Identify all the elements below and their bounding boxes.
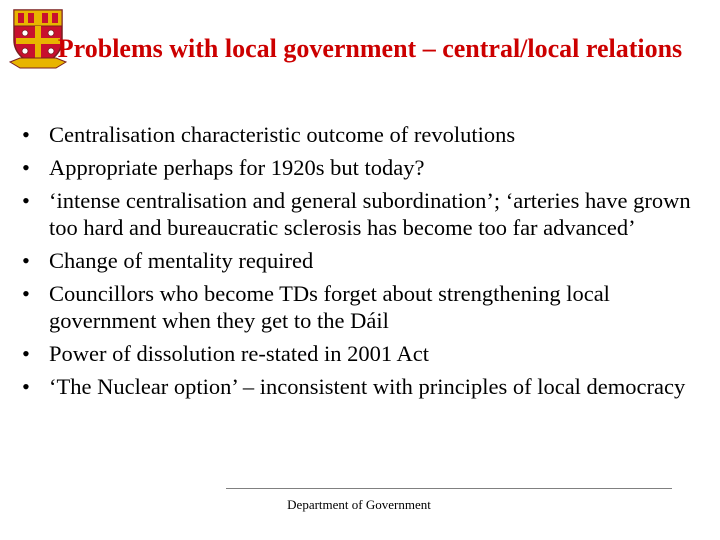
bullet-dot: • bbox=[22, 155, 30, 180]
bullet-text: Change of mentality required bbox=[49, 248, 314, 273]
bullet-item bbox=[22, 340, 702, 367]
bullet-text: Appropriate perhaps for 1920s but today? bbox=[49, 155, 425, 180]
footer-divider bbox=[226, 488, 672, 489]
bullet-text: ‘The Nuclear option’ – inconsistent with principles of local democracy bbox=[49, 374, 686, 399]
bullet-item bbox=[22, 280, 702, 334]
bullet-dot: • bbox=[22, 248, 30, 273]
bullet-dot: • bbox=[22, 122, 30, 147]
bullet-item bbox=[22, 154, 702, 181]
bullet-text: Councillors who become TDs forget about strengthening local government when they get to the Dáil bbox=[49, 281, 610, 333]
bullet-item bbox=[22, 121, 702, 148]
bullet-list bbox=[22, 121, 702, 406]
bullet-dot: • bbox=[22, 188, 30, 213]
bullet-item bbox=[22, 373, 702, 400]
footer-text: Department of Government bbox=[287, 497, 431, 512]
slide-title: Problems with local government – central/local relations bbox=[57, 34, 683, 63]
bullet-dot: • bbox=[22, 281, 30, 306]
bullet-dot: • bbox=[22, 374, 30, 399]
bullet-item bbox=[22, 187, 702, 241]
bullet-text: ‘intense centralisation and general subordination’; ‘arteries have grown too hard and bureaucratic sclerosis has become too far advanced’ bbox=[49, 188, 691, 240]
bullet-dot: • bbox=[22, 341, 30, 366]
bullet-text: Power of dissolution re-stated in 2001 Act bbox=[49, 341, 429, 366]
bullet-text: Centralisation characteristic outcome of revolutions bbox=[49, 122, 516, 147]
bullet-item bbox=[22, 247, 702, 274]
